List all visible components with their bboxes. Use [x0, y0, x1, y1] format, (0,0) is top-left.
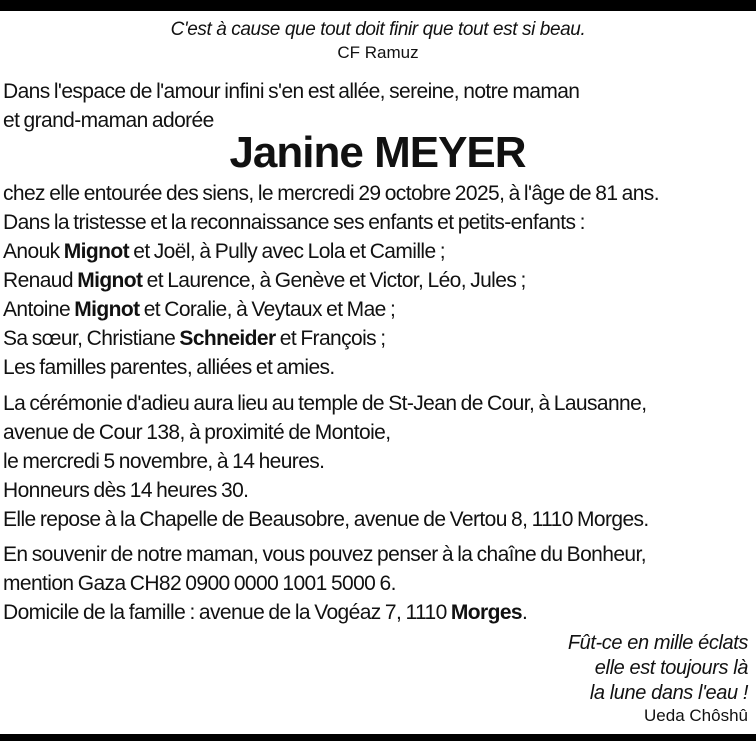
domicile-line — [3, 598, 752, 627]
closing-quote-line: la lune dans l'eau ! — [589, 682, 748, 704]
family-line-pre: Anouk — [3, 240, 64, 263]
domicile-line-post: . — [522, 601, 528, 624]
top-border-rule — [0, 0, 756, 11]
epigraph-quote: C'est à cause que tout doit finir que tout est si beau. — [170, 19, 586, 40]
memorial-paragraph — [3, 540, 752, 627]
family-line-pre: Renaud — [3, 269, 78, 292]
family-surname: Mignot — [74, 298, 140, 321]
family-line — [3, 295, 752, 324]
closing-quote — [3, 631, 752, 725]
family-surname: Schneider — [179, 327, 276, 350]
family-line-pre: Sa sœur, Christiane — [3, 327, 180, 350]
closing-quote-line: elle est toujours là — [594, 657, 748, 679]
family-line — [3, 324, 752, 353]
family-line — [3, 353, 752, 382]
death-details-line: Dans la tristesse et la reconnaissance ses enfants et petits-enfants : — [3, 211, 585, 234]
epigraph-attribution: CF Ramuz — [337, 43, 419, 62]
family-list — [3, 237, 752, 382]
ceremony-line: avenue de Cour 138, à proximité de Montoie, — [3, 421, 391, 444]
death-details-paragraph — [3, 179, 752, 237]
intro-paragraph — [3, 77, 752, 135]
family-surname: Mignot — [63, 240, 129, 263]
ceremony-line: Elle repose à la Chapelle de Beausobre, avenue de Vertou 8, 1110 Morges. — [3, 508, 649, 531]
ceremony-paragraph — [3, 389, 752, 534]
family-line-post: et Joël, à Pully avec Lola et Camille ; — [129, 240, 446, 263]
deceased-name: Janine MEYER — [229, 128, 526, 177]
family-line-post: et Coralie, à Veytaux et Mae ; — [139, 298, 396, 321]
death-details-line: chez elle entourée des siens, le mercredi 29 octobre 2025, à l'âge de 81 ans. — [3, 182, 659, 205]
intro-line: Dans l'espace de l'amour infini s'en est allée, sereine, notre maman — [3, 80, 580, 103]
family-line — [3, 266, 752, 295]
family-line-post: et François ; — [275, 327, 386, 350]
domicile-line-pre: Domicile de la famille : avenue de la Vogéaz 7, 1110 — [3, 601, 451, 624]
memorial-line: En souvenir de notre maman, vous pouvez penser à la chaîne du Bonheur, — [3, 543, 646, 566]
family-line-pre: Les familles parentes, alliées et amies. — [3, 356, 335, 379]
bottom-border-rule — [0, 734, 756, 741]
domicile-town: Morges — [450, 601, 522, 624]
ceremony-line: La cérémonie d'adieu aura lieu au temple de St-Jean de Cour, à Lausanne, — [3, 392, 647, 415]
notice-body — [0, 77, 756, 725]
family-surname: Mignot — [77, 269, 143, 292]
ceremony-line: Honneurs dès 14 heures 30. — [3, 479, 249, 502]
memorial-line: mention Gaza CH82 0900 0000 1001 5000 6. — [3, 572, 396, 595]
ceremony-line: le mercredi 5 novembre, à 14 heures. — [3, 450, 325, 473]
closing-quote-line: Fût-ce en mille éclats — [567, 632, 748, 654]
family-line-pre: Antoine — [3, 298, 75, 321]
family-line-post: et Laurence, à Genève et Victor, Léo, Jules ; — [142, 269, 526, 292]
family-line — [3, 237, 752, 266]
intro-line: et grand-maman adorée — [3, 109, 214, 132]
closing-quote-attribution: Ueda Chôshû — [644, 706, 748, 725]
